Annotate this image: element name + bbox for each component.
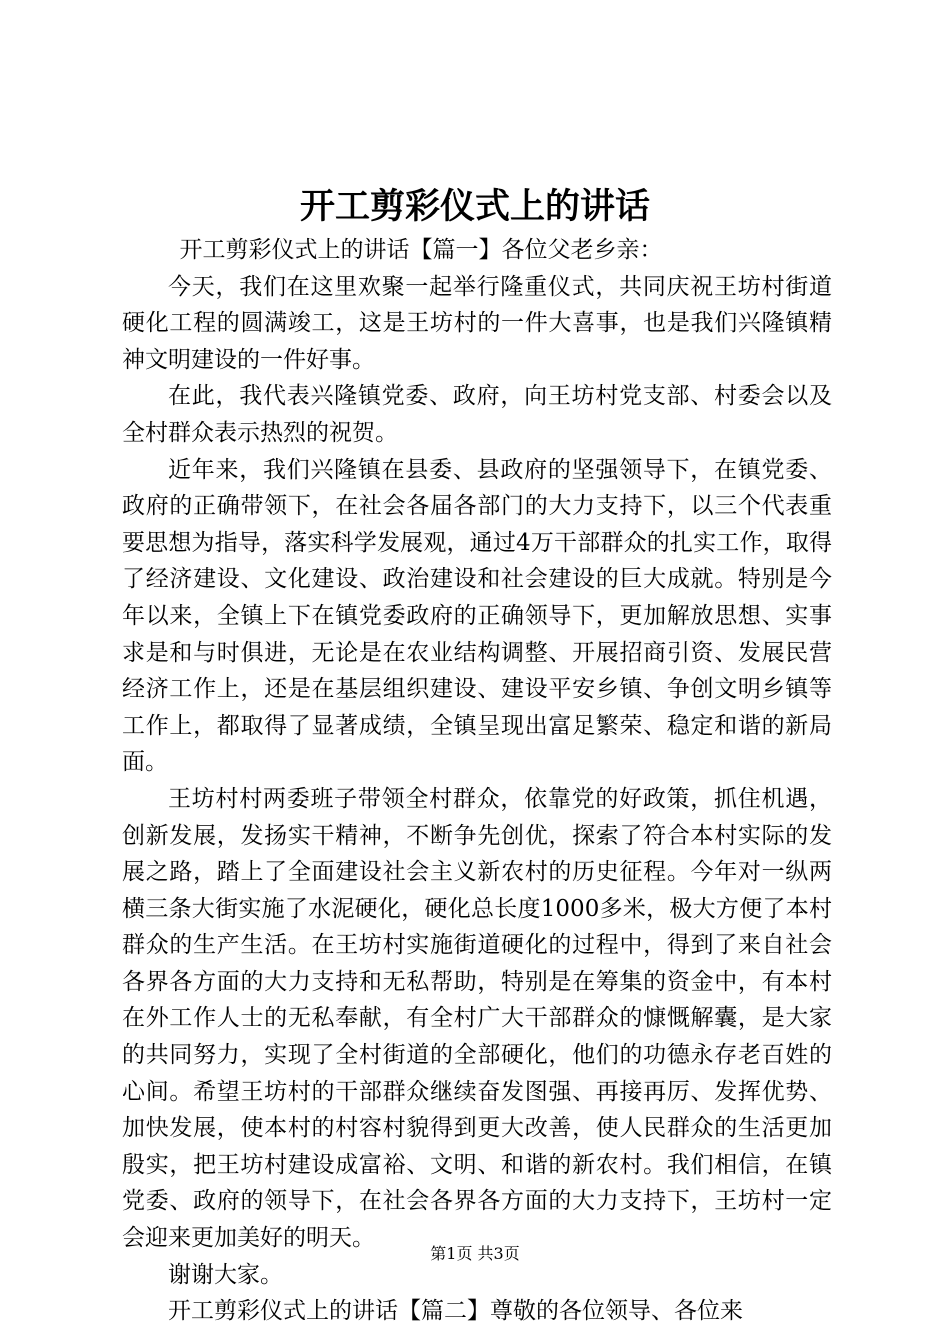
paragraph: 今天，我们在这里欢聚一起举行隆重仪式，共同庆祝王坊村街道硬化工程的圆满竣工，这是王坊村的一件大喜事，也是我们兴隆镇精神文明建设的一件好事。 xyxy=(122,273,832,373)
document-body xyxy=(122,232,832,1330)
paragraph: 在此，我代表兴隆镇党委、政府，向王坊村党支部、村委会以及全村群众表示热烈的祝贺。 xyxy=(122,383,832,446)
page-footer: 第1页 共3页 xyxy=(430,1244,520,1263)
paragraph: 近年来，我们兴隆镇在县委、县政府的坚强领导下，在镇党委、政府的正确带领下，在社会各届各部门的大力支持下，以三个代表重要思想为指导，落实科学发展观，通过4万干部群众的扎实工作，取得了经济建设、文化建设、政治建设和社会建设的巨大成就。特别是今年以来，全镇上下在镇党委政府的正确领导下，更加解放思想、实事求是和与时俱进，无论是在农业结构调整、开展招商引资、发展民营经济工作上，还是在基层组织建设、建设平安乡镇、争创文明乡镇等工作上，都取得了显著成绩，全镇呈现出富足繁荣、稳定和谐的新局面。 xyxy=(122,456,832,776)
paragraph-thanks: 谢谢大家。 xyxy=(168,1261,283,1288)
paragraph-heading-part-two: 开工剪彩仪式上的讲话【篇二】尊敬的各位领导、各位来 xyxy=(168,1298,743,1325)
paragraph-heading-part-one: 开工剪彩仪式上的讲话【篇一】各位父老乡亲： xyxy=(179,237,663,263)
paragraph: 王坊村村两委班子带领全村群众，依靠党的好政策，抓住机遇，创新发展，发扬实干精神，不断争先创优，探索了符合本村实际的发展之路，踏上了全面建设社会主义新农村的历史征程。今年对一纵两横三条大街实施了水泥硬化，硬化总长度1000多米，极大方便了本村群众的生产生活。在王坊村实施街道硬化的过程中，得到了来自社会各界各方面的大力支持和无私帮助，特别是在筹集的资金中，有本村在外工作人士的无私奉献，有全村广大干部群众的慷慨解囊，是大家的共同努力，实现了全村街道的全部硬化，他们的功德永存老百姓的心间。希望王坊村的干部群众继续奋发图强、再接再厉、发挥优势、加快发展，使本村的村容村貌得到更大改善，使人民群众的生活更加殷实，把王坊村建设成富裕、文明、和谐的新农村。我们相信，在镇党委、政府的领导下，在社会各界各方面的大力支持下，王坊村一定会迎来更加美好的明天。 xyxy=(122,785,832,1252)
document-title: 开工剪彩仪式上的讲话 xyxy=(299,186,650,227)
